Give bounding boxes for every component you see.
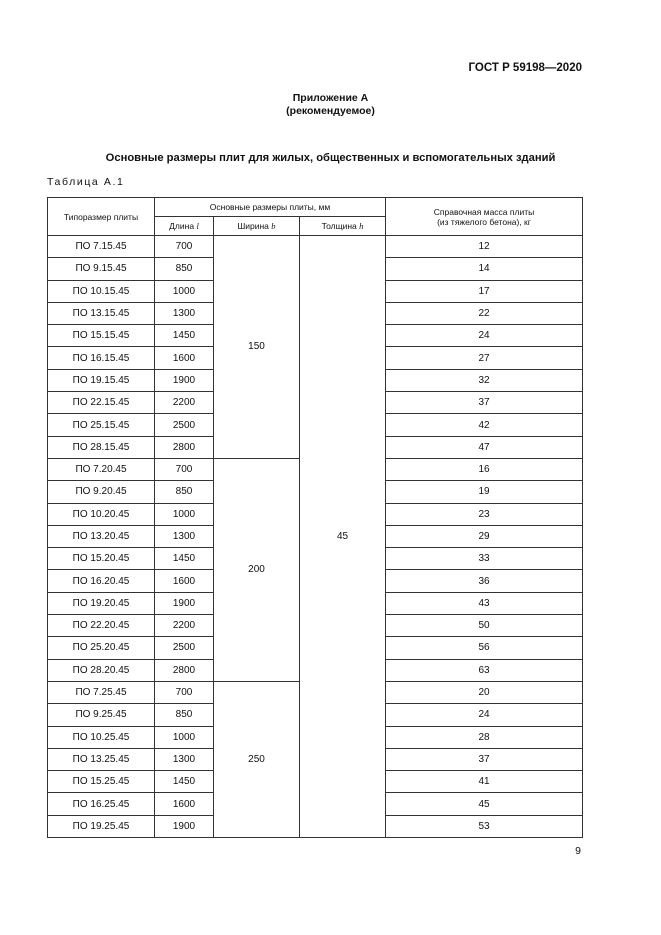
cell-type: ПО 7.20.45 [48,458,155,480]
table-row [48,236,583,258]
cell-thickness: 45 [300,236,386,838]
length-symbol: l [196,221,199,231]
cell-type: ПО 9.25.45 [48,704,155,726]
cell-mass: 24 [386,325,583,347]
header-dims-group: Основные размеры плиты, мм [155,198,386,217]
cell-type: ПО 13.25.45 [48,748,155,770]
cell-type: ПО 22.15.45 [48,392,155,414]
cell-type: ПО 10.15.45 [48,280,155,302]
width-symbol: b [271,221,276,231]
cell-length: 2500 [155,637,214,659]
cell-length: 2800 [155,436,214,458]
cell-length: 1900 [155,369,214,391]
header-mass [386,198,583,236]
cell-mass: 28 [386,726,583,748]
cell-mass: 22 [386,302,583,324]
header-length: Длина l [155,217,214,236]
cell-length: 1300 [155,525,214,547]
cell-width: 250 [214,681,300,837]
cell-mass: 20 [386,681,583,703]
cell-type: ПО 28.20.45 [48,659,155,681]
cell-length: 1300 [155,302,214,324]
cell-length: 2200 [155,392,214,414]
cell-type: ПО 19.25.45 [48,815,155,837]
cell-mass: 33 [386,548,583,570]
cell-type: ПО 19.15.45 [48,369,155,391]
cell-mass: 14 [386,258,583,280]
cell-type: ПО 22.20.45 [48,615,155,637]
header-mass-line1: Справочная масса плиты [433,206,535,217]
cell-length: 1600 [155,347,214,369]
table-label: Таблица А.1 [47,176,125,188]
cell-length: 1000 [155,280,214,302]
cell-length: 2800 [155,659,214,681]
cell-type: ПО 10.25.45 [48,726,155,748]
header-type: Типоразмер плиты [48,198,155,236]
cell-mass: 36 [386,570,583,592]
cell-mass: 32 [386,369,583,391]
cell-length: 1450 [155,771,214,793]
appendix-heading [0,92,661,118]
cell-type: ПО 15.25.45 [48,771,155,793]
cell-length: 1900 [155,592,214,614]
cell-type: ПО 15.15.45 [48,325,155,347]
cell-length: 700 [155,458,214,480]
header-mass-line2: (из тяжелого бетона), кг [437,216,531,227]
appendix-title: Приложение А [292,92,369,104]
cell-type: ПО 7.25.45 [48,681,155,703]
header-width: Ширина b [214,217,300,236]
cell-type: ПО 19.20.45 [48,592,155,614]
section-title: Основные размеры плит для жилых, общественных и вспомогательных зданий [105,152,556,164]
cell-length: 2200 [155,615,214,637]
cell-length: 700 [155,681,214,703]
header-thickness: Толщина h [300,217,386,236]
cell-type: ПО 15.20.45 [48,548,155,570]
cell-mass: 41 [386,771,583,793]
cell-width: 150 [214,236,300,459]
standard-number: ГОСТ Р 59198—2020 [468,62,582,74]
cell-mass: 63 [386,659,583,681]
cell-type: ПО 9.20.45 [48,481,155,503]
cell-type: ПО 9.15.45 [48,258,155,280]
dimensions-table [47,197,583,838]
cell-length: 1600 [155,570,214,592]
cell-type: ПО 13.20.45 [48,525,155,547]
cell-length: 1300 [155,748,214,770]
cell-length: 2500 [155,414,214,436]
cell-mass: 16 [386,458,583,480]
cell-type: ПО 7.15.45 [48,236,155,258]
cell-type: ПО 28.15.45 [48,436,155,458]
cell-mass: 12 [386,236,583,258]
cell-mass: 53 [386,815,583,837]
cell-length: 850 [155,481,214,503]
cell-type: ПО 16.15.45 [48,347,155,369]
cell-mass: 24 [386,704,583,726]
cell-length: 1000 [155,503,214,525]
cell-mass: 29 [386,525,583,547]
cell-length: 1450 [155,548,214,570]
cell-mass: 43 [386,592,583,614]
cell-mass: 23 [386,503,583,525]
appendix-subtitle: (рекомендуемое) [286,105,375,117]
cell-length: 850 [155,704,214,726]
cell-length: 1000 [155,726,214,748]
cell-type: ПО 16.25.45 [48,793,155,815]
cell-length: 700 [155,236,214,258]
cell-length: 1450 [155,325,214,347]
cell-mass: 42 [386,414,583,436]
cell-length: 850 [155,258,214,280]
cell-length: 1600 [155,793,214,815]
cell-type: ПО 13.15.45 [48,302,155,324]
cell-mass: 27 [386,347,583,369]
cell-mass: 47 [386,436,583,458]
cell-mass: 37 [386,392,583,414]
cell-mass: 17 [386,280,583,302]
cell-mass: 50 [386,615,583,637]
cell-width: 200 [214,458,300,681]
cell-mass: 19 [386,481,583,503]
cell-length: 1900 [155,815,214,837]
cell-mass: 45 [386,793,583,815]
cell-type: ПО 25.20.45 [48,637,155,659]
cell-type: ПО 10.20.45 [48,503,155,525]
cell-type: ПО 25.15.45 [48,414,155,436]
cell-mass: 56 [386,637,583,659]
cell-type: ПО 16.20.45 [48,570,155,592]
page-number: 9 [575,845,581,857]
thickness-symbol: h [359,221,364,231]
cell-mass: 37 [386,748,583,770]
